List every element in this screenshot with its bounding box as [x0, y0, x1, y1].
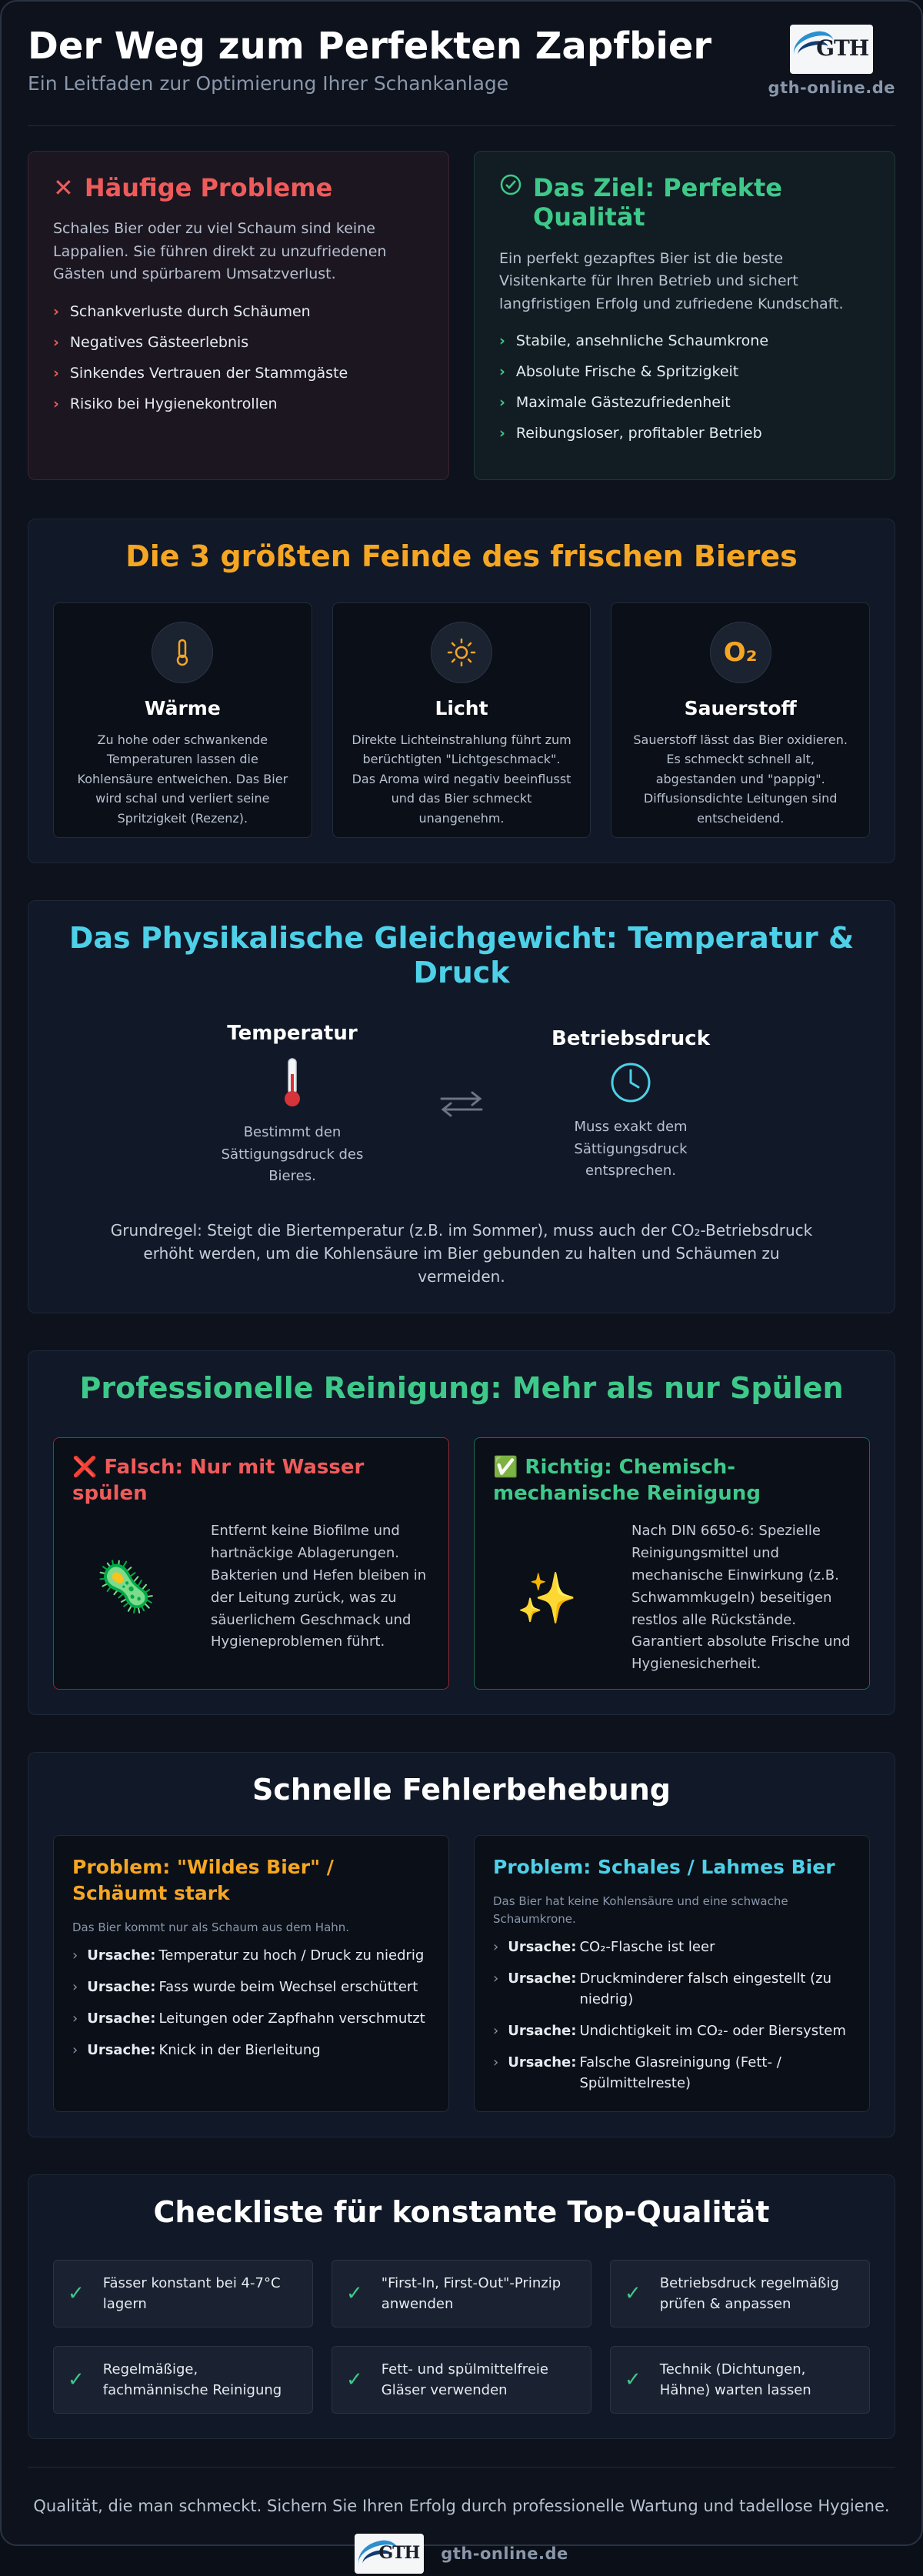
- list-item: › Stabile, ansehnliche Schaumkrone: [499, 332, 769, 350]
- check-circle-icon: [499, 173, 522, 202]
- checklist-title: Checkliste für konstante Top-Qualität: [153, 2195, 770, 2230]
- gth-logo: GTH: [355, 2534, 424, 2574]
- problems-card: [28, 151, 449, 480]
- problem-goal-row: [28, 151, 895, 480]
- checklist-item: ✓ Betriebsdruck regelmäßig prüfen & anpassen: [610, 2260, 870, 2327]
- checklist-item: ✓ "First-In, First-Out"-Prinzip anwenden: [332, 2260, 591, 2327]
- chevron-right-icon: ›: [499, 394, 505, 412]
- page-subtitle: Ein Leitfaden zur Optimierung Ihrer Schankanlage: [28, 72, 509, 95]
- list-item: › Maximale Gästezufriedenheit: [499, 394, 731, 412]
- cause-item: › Ursache: Knick in der Bierleitung: [72, 2042, 321, 2059]
- enemies-section: [28, 519, 895, 863]
- checkmark-icon: ✓: [625, 2367, 641, 2391]
- sparkles-icon: ✨: [516, 1570, 578, 1627]
- problem-card-wild-beer: Problem: "Wildes Bier" / Schäumt stark Das Bier kommt nur als Schaum aus dem Hahn. › Ursache: Temperatur zu hoch / Druck zu niedrig › Ursache: Fass wurde beim Wechsel erschüttert › Ursache: Leitungen oder Zapfhahn verschmutzt › Ursache: Knick in der Bierleitung: [53, 1835, 449, 2112]
- list-item: › Reibungsloser, profitabler Betrieb: [499, 425, 762, 442]
- enemies-title: Die 3 größten Feinde des frischen Bieres: [125, 539, 798, 573]
- exchange-arrows-icon: [438, 1088, 485, 1122]
- header-domain[interactable]: gth-online.de: [768, 78, 895, 97]
- checklist-section: [28, 2174, 895, 2439]
- checklist-item: ✓ Fett- und spülmittelfreie Gläser verwenden: [332, 2346, 591, 2414]
- pressure-column: Betriebsdruck Muss exakt dem Sättigungsdruck entsprechen.: [538, 1027, 723, 1183]
- cause-item: › Ursache: Falsche Glasreinigung (Fett- / Spülmittelreste): [493, 2054, 781, 2092]
- checkmark-icon: ✓: [625, 2281, 641, 2305]
- checkmark-icon: ✓: [346, 2367, 363, 2391]
- chevron-right-icon: ›: [53, 333, 59, 351]
- cause-item: › Ursache: Undichtigkeit im CO₂- oder Biersystem: [493, 2023, 846, 2040]
- x-icon: ✕: [53, 173, 74, 202]
- thermometer-icon: [152, 622, 213, 683]
- problems-description: Schales Bier oder zu viel Schaum sind keine Lappalien. Sie führen direkt zu unzufriedenen Gästen und spürbarem Umsatzverlust.: [53, 220, 387, 283]
- header-brand: [768, 25, 895, 97]
- bacteria-icon: 🦠: [95, 1559, 157, 1617]
- list-item: › Schankverluste durch Schäumen: [53, 302, 311, 320]
- sun-icon: [431, 622, 492, 683]
- chevron-right-icon: ›: [53, 302, 59, 320]
- cause-item: › Ursache: CO₂-Flasche ist leer: [493, 1939, 715, 1956]
- footer: [28, 2467, 895, 2574]
- list-item: › Risiko bei Hygienekontrollen: [53, 395, 278, 412]
- cause-item: › Ursache: Fass wurde beim Wechsel erschüttert: [72, 1979, 418, 1996]
- troubleshooting-title: Schnelle Fehlerbehebung: [252, 1772, 671, 1807]
- cleaning-wrong-card: ❌ Falsch: Nur mit Wasser spülen 🦠 Entfernt keine Biofilme und hartnäckige Ablagerungen. Bakterien und Hefen bleiben in der Leitung zurück, was zu säuerlichem Geschmack und Hygieneproblemen führt.: [53, 1437, 449, 1690]
- enemy-card-oxygen: O₂ Sauerstoff Sauerstoff lässt das Bier oxidieren. Es schmeckt schnell alt, abgestanden und "pappig". Diffusionsdichte Leitungen sind entscheidend.: [611, 602, 870, 838]
- list-item: › Negatives Gästeerlebnis: [53, 333, 249, 351]
- problem-card-flat-beer: Problem: Schales / Lahmes Bier Das Bier hat keine Kohlensäure und eine schwache Schaumkrone. › Ursache: CO₂-Flasche ist leer › Ursache: Druckminderer falsch eingestellt (zu niedrig) › Ursache: Undichtigkeit im CO₂- oder Biersystem › Ursache: Falsche Glasreinigung (Fett- / Spülmittelreste): [474, 1835, 870, 2112]
- physics-section: [28, 900, 895, 1314]
- goal-title: Das Ziel: Perfekte Qualität: [533, 173, 782, 232]
- list-item: › Sinkendes Vertrauen der Stammgäste: [53, 364, 348, 382]
- enemy-card-light: Licht Direkte Lichteinstrahlung führt zum berüchtigten "Lichtgeschmack". Das Aroma wird negativ beeinflusst und das Bier schmeckt unangenehm.: [332, 602, 591, 838]
- cause-item: › Ursache: Temperatur zu hoch / Druck zu niedrig: [72, 1947, 425, 1964]
- checkmark-icon: ✓: [68, 2367, 85, 2391]
- enemy-card-heat: Wärme Zu hohe oder schwankende Temperaturen lassen die Kohlensäure entweichen. Das Bier wird schal und verliert seine Spritzigkeit (Rezenz).: [53, 602, 312, 838]
- header: [28, 2, 895, 126]
- cause-item: › Ursache: Leitungen oder Zapfhahn verschmutzt: [72, 2010, 425, 2027]
- goal-card: [474, 151, 895, 480]
- chevron-right-icon: ›: [499, 363, 505, 381]
- footer-domain[interactable]: gth-online.de: [441, 2544, 568, 2563]
- cleaning-right-card: ✅ Richtig: Chemisch-mechanische Reinigung ✨ Nach DIN 6650-6: Spezielle Reinigungsmittel und mechanische Einwirkung (z.B. Schwammkugeln) beseitigen restlos alle Rückstände. Garantiert absolute Frische und Hygienesicherheit.: [474, 1437, 870, 1690]
- checkmark-icon: ✓: [68, 2281, 85, 2305]
- cause-item: › Ursache: Druckminderer falsch eingestellt (zu niedrig): [493, 1970, 832, 2008]
- checkmark-icon: ✓: [346, 2281, 363, 2305]
- cleaning-section: [28, 1350, 895, 1715]
- chevron-right-icon: ›: [499, 425, 505, 442]
- oxygen-icon: O₂: [710, 622, 771, 683]
- chevron-right-icon: ›: [499, 332, 505, 350]
- goal-description: Ein perfekt gezapftes Bier ist die beste Visitenkarte für Ihren Betrieb und sichert langfristigen Erfolg und zufriedene Kundschaft.: [499, 249, 844, 312]
- footer-claim: Qualität, die man schmeckt. Sichern Sie Ihren Erfolg durch professionelle Wartung und tadellose Hygiene.: [33, 2496, 890, 2515]
- temperature-column: Temperatur Bestimmt den Sättigungsdruck des Bieres.: [200, 1022, 385, 1188]
- physics-title: Das Physikalische Gleichgewicht: Temperatur & Druck: [68, 920, 855, 990]
- list-item: › Absolute Frische & Spritzigkeit: [499, 363, 739, 381]
- cleaning-title: Professionelle Reinigung: Mehr als nur Spülen: [79, 1371, 844, 1406]
- checklist-item: ✓ Fässer konstant bei 4-7°C lagern: [53, 2260, 313, 2327]
- thermometer-icon: [200, 1056, 385, 1113]
- problems-title: Häufige Probleme: [84, 173, 333, 202]
- gauge-icon: [538, 1061, 723, 1107]
- gth-logo: GTH: [790, 25, 873, 74]
- checklist-item: ✓ Regelmäßige, fachmännische Reinigung: [53, 2346, 313, 2414]
- troubleshooting-section: [28, 1752, 895, 2138]
- physics-rule: Grundregel: Steigt die Biertemperatur (z.B. im Sommer), muss auch der CO₂-Betriebsdruck erhöht werden, um die Kohlensäure im Bier gebunden zu halten und Schäumen zu vermeiden.: [110, 1221, 813, 1286]
- chevron-right-icon: ›: [53, 395, 59, 412]
- page-title: Der Weg zum Perfekten Zapfbier: [28, 25, 712, 68]
- chevron-right-icon: ›: [53, 364, 59, 382]
- checklist-item: ✓ Technik (Dichtungen, Hähne) warten lassen: [610, 2346, 870, 2414]
